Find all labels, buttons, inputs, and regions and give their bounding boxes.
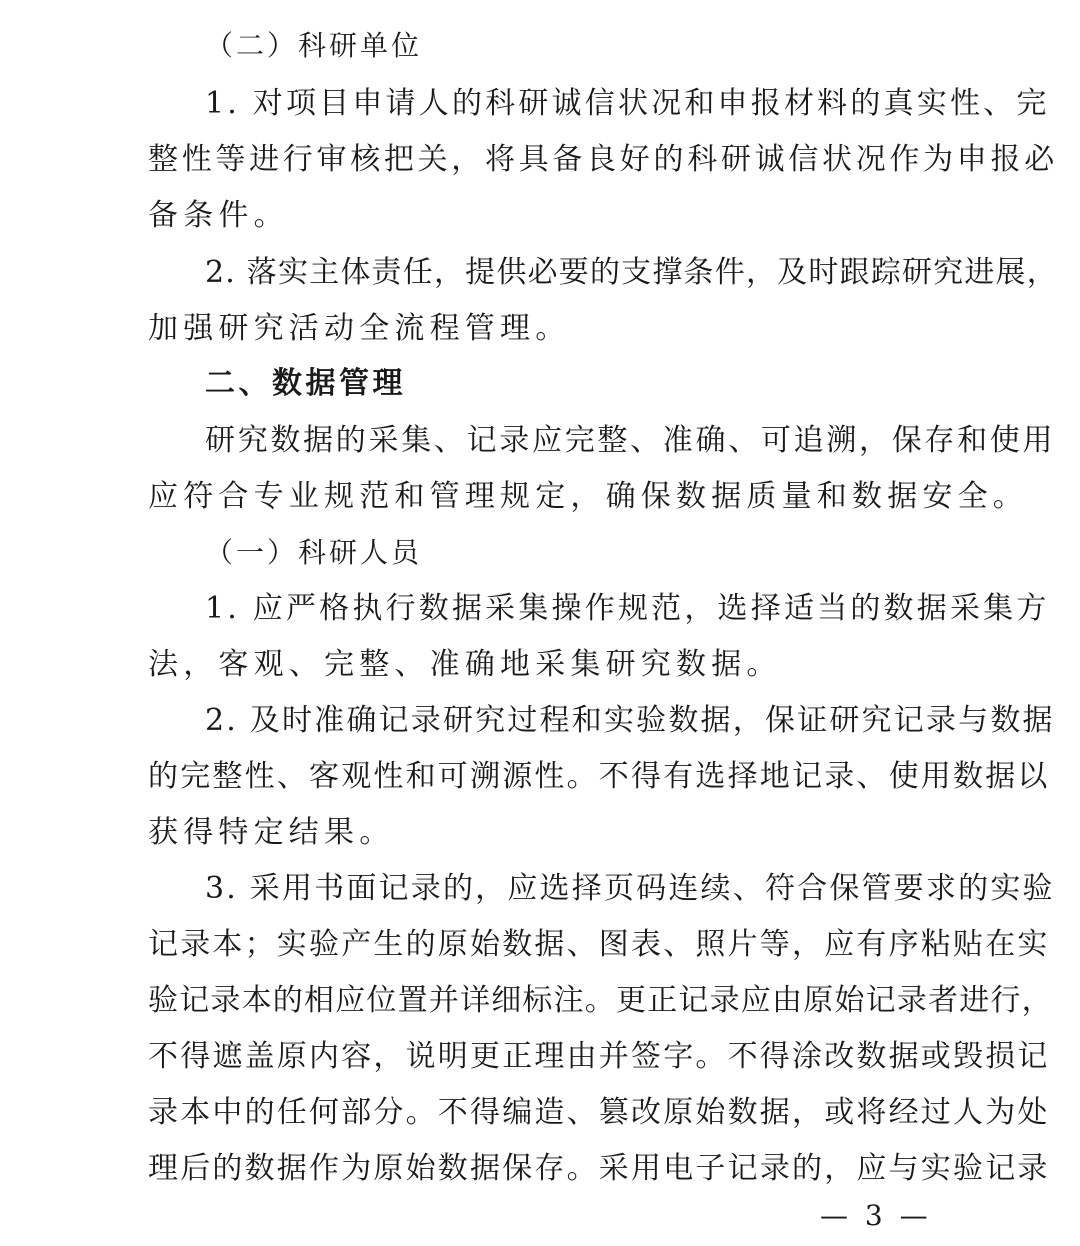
paragraph-line: 2. 及时准确记录研究过程和实验数据，保证研究记录与数据 (205, 703, 1055, 738)
paragraph-line: 整性等进行审核把关，将具备良好的科研诚信状况作为申报必 (148, 142, 1058, 177)
section-heading-data-management: 二、数据管理 (205, 366, 406, 401)
paragraph-line: 获得特定结果。 (148, 815, 395, 850)
paragraph-line: 录本中的任何部分。不得编造、篡改原始数据，或将经过人为处 (148, 1095, 1050, 1130)
subsection-heading-researchers: （一）科研人员 (205, 536, 423, 569)
paragraph-line: 不得遮盖原内容，说明更正理由并签字。不得涂改数据或毁损记 (148, 1039, 1050, 1074)
paragraph-line: 验记录本的相应位置并详细标注。更正记录应由原始记录者进行， (148, 983, 1053, 1018)
page-number: — 3 — (820, 1199, 932, 1232)
paragraph-line: 记录本；实验产生的原始数据、图表、照片等，应有序粘贴在实 (148, 927, 1050, 962)
subsection-heading-research-unit: （二）科研单位 (205, 29, 423, 62)
paragraph-line: 理后的数据作为原始数据保存。采用电子记录的，应与实验记录 (148, 1151, 1050, 1186)
paragraph-line: 应符合专业规范和管理规定，确保数据质量和数据安全。 (148, 479, 1028, 514)
paragraph-line: 3. 采用书面记录的，应选择页码连续、符合保管要求的实验 (205, 871, 1055, 906)
paragraph-line: 2. 落实主体责任，提供必要的支撑条件，及时跟踪研究进展， (205, 255, 1058, 290)
paragraph-line: 备条件。 (148, 198, 289, 233)
paragraph-line: 加强研究活动全流程管理。 (148, 311, 571, 346)
paragraph-line: 的完整性、客观性和可溯源性。不得有选择地记录、使用数据以 (148, 759, 1050, 794)
paragraph-line: 法，客观、完整、准确地采集研究数据。 (148, 647, 782, 682)
paragraph-line: 研究数据的采集、记录应完整、准确、可追溯，保存和使用 (205, 423, 1056, 458)
paragraph-line: 1. 应严格执行数据采集操作规范，选择适当的数据采集方 (205, 591, 1050, 626)
paragraph-line: 1. 对项目申请人的科研诚信状况和申报材料的真实性、完 (205, 86, 1050, 121)
